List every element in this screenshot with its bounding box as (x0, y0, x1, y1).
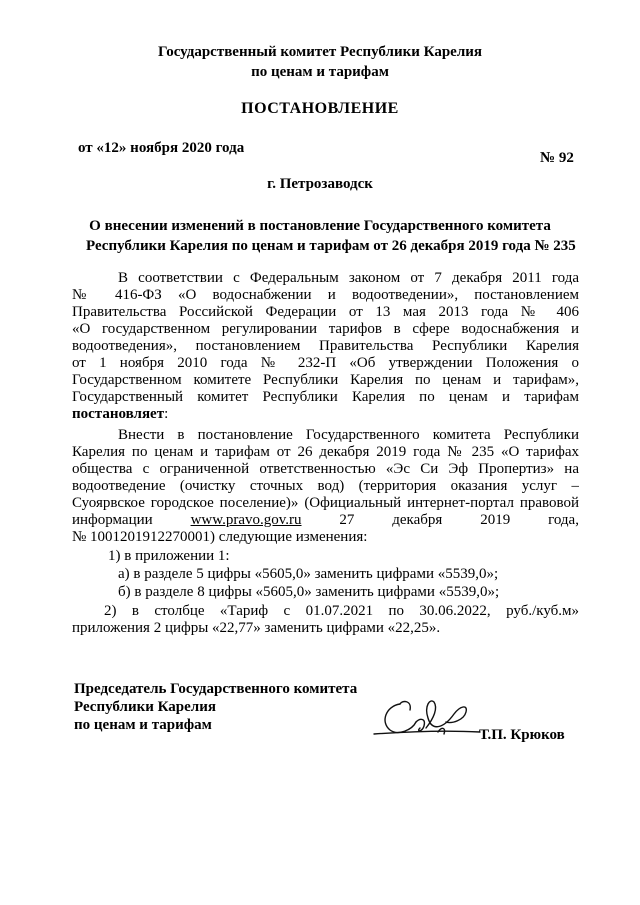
signatory-name: Т.П. Крюков (479, 727, 565, 743)
signatory-title-line2: Республики Карелия (74, 699, 216, 715)
signatory-title-line1: Председатель Государственного комитета (74, 681, 358, 697)
document-title-line2: Республики Карелия по ценам и тарифам от 26 декабря 2019 года № 235 (86, 238, 576, 254)
publication-info-line (72, 512, 579, 529)
publication-year: 2019 (480, 512, 511, 528)
item-2-line1: 2) в столбце «Тариф с 01.07.2021 по 30.06.2022, руб./куб.м» (104, 603, 579, 619)
preamble-line: № 416-ФЗ «О водоснабжении и водоотведении», постановлением (72, 287, 579, 303)
resolves-word: постановляет (72, 406, 165, 422)
document-title-line1: О внесении изменений в постановление Государственного комитета (89, 218, 551, 234)
decree-line: № 1001201912270001) следующие изменения: (72, 529, 368, 545)
decree-line: Суоярвское городское поселение)» (Официальный интернет-портал правовой (72, 495, 579, 511)
preamble-line: Государственный комитет Республики Карелия по ценам и тарифам (72, 389, 579, 405)
preamble-line: В соответствии с Федеральным законом от 7 декабря 2011 года (118, 270, 579, 286)
preamble-line: Правительства Российской Федерации от 13 мая 2013 года № 406 (72, 304, 579, 320)
preamble-line: Государственном комитете Республики Карелия по ценам и тарифам», (72, 372, 579, 388)
decree-line: Карелия по ценам и тарифам от 26 декабря 2019 года № 235 «О тарифах (72, 444, 579, 460)
resolves-colon: : (164, 406, 169, 422)
item-1b: б) в разделе 8 цифры «5605,0» заменить цифрами «5539,0»; (118, 584, 500, 600)
decree-line: водоотведение (очистку сточных вод) (территория оказания услуг – (72, 478, 579, 494)
pravo-gov-link[interactable]: www.pravo.gov.ru (190, 512, 302, 528)
org-name-line2: по ценам и тарифам (251, 64, 389, 80)
resolves-line (72, 406, 168, 423)
signatory-title-line3: по ценам и тарифам (74, 717, 212, 733)
publication-day: 27 (339, 512, 355, 528)
document-date: от «12» ноября 2020 года (78, 140, 245, 156)
preamble-line: водоотведения», постановлением Правительства Республики Карелия (72, 338, 579, 354)
document-city: г. Петрозаводск (267, 176, 373, 192)
publication-year-word: года, (548, 512, 579, 528)
item-2-line2: приложения 2 цифры «22,77» заменить цифрами «22,25». (72, 620, 441, 636)
document-number: № 92 (540, 150, 574, 166)
info-word: информации (72, 512, 153, 528)
item-1: 1) в приложении 1: (108, 548, 230, 564)
preamble-line: «О государственном регулировании тарифов в сфере водоснабжения и (72, 321, 579, 337)
handwritten-signature (372, 688, 482, 748)
preamble-line: от 1 ноября 2010 года № 232-П «Об утверждении Положения о (72, 355, 579, 371)
publication-month: декабря (392, 512, 443, 528)
item-1a: а) в разделе 5 цифры «5605,0» заменить цифрами «5539,0»; (118, 566, 499, 582)
org-name-line1: Государственный комитет Республики Карелия (158, 44, 482, 60)
document-type: ПОСТАНОВЛЕНИЕ (241, 100, 399, 117)
decree-line: общества с ограниченной ответственностью «Эс Си Эф Пропертиз» на (72, 461, 579, 477)
decree-line: Внести в постановление Государственного комитета Республики (118, 427, 579, 443)
